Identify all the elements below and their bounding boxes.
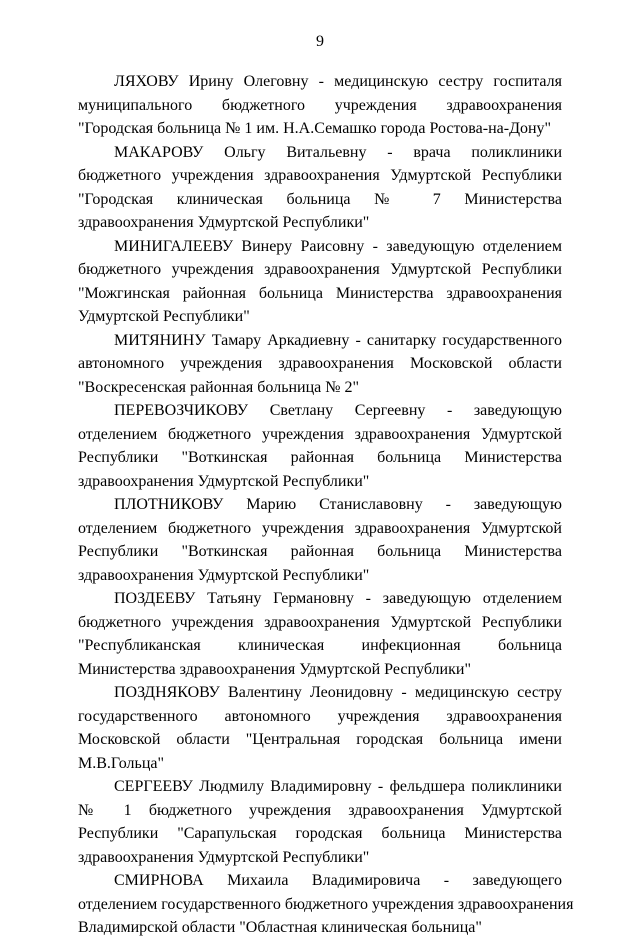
award-entry [78, 70, 562, 141]
entry-line: Республики "Воткинская районная больница Министерства [78, 543, 562, 560]
entry-line: Владимирской области "Областная клиническая больница" [78, 919, 482, 936]
document-body [78, 70, 574, 940]
entry-line: Республики "Воткинская районная больница Министерства [78, 449, 562, 466]
entry-line: Московской области "Центральная городская больница имени [78, 731, 562, 748]
entry-line: № 1 бюджетного учреждения здравоохранения Удмуртской [78, 801, 562, 819]
entry-line: ПОЗДЕЕВУ Татьяну Германовну - заведующую отделением [114, 590, 562, 607]
entry-line: ПЕРЕВОЗЧИКОВУ Светлану Сергеевну - заведующую [114, 402, 562, 419]
entry-line: муниципального бюджетного учреждения здравоохранения [78, 96, 562, 114]
award-entry [78, 587, 562, 681]
award-entry [78, 329, 562, 400]
entry-line: здравоохранения Удмуртской Республики" [78, 214, 370, 231]
entry-line: ПОЗДНЯКОВУ Валентину Леонидовну - медицинскую сестру [114, 684, 562, 701]
award-entry [78, 775, 562, 869]
entry-line: МИНИГАЛЕЕВУ Винеру Раисовну - заведующую отделением [114, 237, 562, 255]
entry-line: "Республиканская клиническая инфекционная больница [78, 637, 562, 654]
entry-line: Министерства здравоохранения Удмуртской Республики" [78, 660, 471, 678]
entry-line: отделением бюджетного учреждения здравоохранения Удмуртской [78, 519, 562, 537]
entry-line: ЛЯХОВУ Ирину Олеговну - медицинскую сестру госпиталя [114, 73, 562, 90]
entry-line: здравоохранения Удмуртской Республики" [78, 848, 370, 866]
entry-line: СМИРНОВА Михаила Владимировича - заведующего [114, 872, 562, 889]
entry-line: ПЛОТНИКОВУ Марию Станиславовну - заведующую [114, 496, 562, 513]
award-entry [78, 141, 562, 235]
entry-line: государственного автономного учреждения здравоохранения [78, 707, 562, 725]
entry-line: "Городская клиническая больница № 7 Министерства [78, 190, 562, 208]
page-number: 9 [316, 33, 324, 50]
entry-line: бюджетного учреждения здравоохранения Удмуртской Республики [78, 613, 562, 631]
entry-line: М.В.Гольца" [78, 754, 165, 772]
award-entry [78, 235, 562, 329]
entry-line: "Можгинская районная больница Министерства здравоохранения [78, 284, 562, 302]
award-entry [78, 869, 574, 940]
entry-line: Республики "Сарапульская городская больница Министерства [78, 825, 562, 842]
entry-line: здравоохранения Удмуртской Республики" [78, 472, 370, 490]
entry-line: отделением бюджетного учреждения здравоохранения Удмуртской [78, 425, 562, 443]
entry-line: отделением государственного бюджетного учреждения здравоохранения [78, 895, 574, 913]
entry-line: бюджетного учреждения здравоохранения Удмуртской Республики [78, 167, 562, 184]
entry-line: "Воскресенская районная больница № 2" [78, 378, 360, 396]
entry-line: МАКАРОВУ Ольгу Витальевну - врача поликлиники [114, 143, 562, 161]
award-entry [78, 493, 562, 587]
award-entry [78, 399, 562, 493]
award-entry [78, 681, 562, 775]
entry-line: автономного учреждения здравоохранения Московской области [78, 355, 562, 372]
entry-line: Удмуртской Республики" [78, 308, 250, 325]
entry-line: бюджетного учреждения здравоохранения Удмуртской Республики [78, 261, 562, 278]
entry-line: "Городская больница № 1 им. Н.А.Семашко города Ростова-на-Дону" [78, 120, 552, 137]
entry-line: МИТЯНИНУ Тамару Аркадиевну - санитарку государственного [114, 331, 562, 349]
entry-line: здравоохранения Удмуртской Республики" [78, 566, 370, 584]
entry-line: СЕРГЕЕВУ Людмилу Владимировну - фельдшера поликлиники [114, 778, 562, 795]
